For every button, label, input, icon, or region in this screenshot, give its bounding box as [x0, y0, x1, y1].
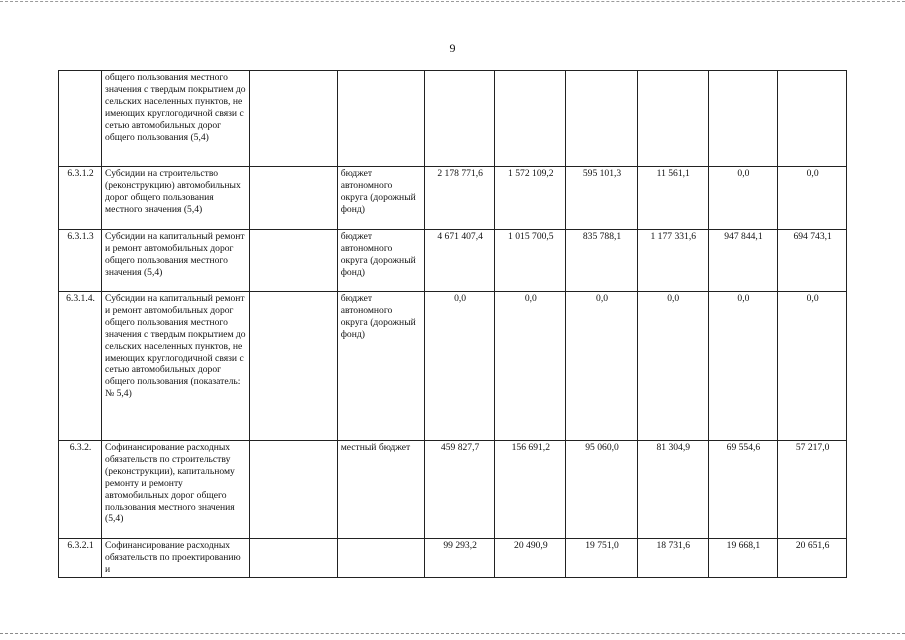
value-cell: 0,0 [708, 292, 778, 441]
value-cell: 57 217,0 [778, 441, 847, 539]
value-cell: 595 101,3 [566, 167, 638, 230]
table-row [59, 230, 847, 292]
empty-cell [249, 292, 337, 441]
empty-cell [249, 71, 337, 167]
row-code [59, 71, 102, 167]
value-cell: 69 554,6 [708, 441, 778, 539]
empty-cell [249, 441, 337, 539]
value-cell: 694 743,1 [778, 230, 847, 292]
row-code: 6.3.1.2 [59, 167, 102, 230]
empty-cell [249, 167, 337, 230]
row-source: бюджет автономного округа (дорожный фонд) [337, 167, 424, 230]
value-cell [778, 71, 847, 167]
row-source: бюджет автономного округа (дорожный фонд) [337, 230, 424, 292]
value-cell [495, 71, 566, 167]
value-cell: 835 788,1 [566, 230, 638, 292]
value-cell: 11 561,1 [637, 167, 708, 230]
value-cell [566, 71, 638, 167]
table-row [59, 167, 847, 230]
value-cell [424, 71, 495, 167]
row-name: общего пользования местного значения с твердым покрытием до сельских населенных пунктов, не имеющих круглогодичной связи с сетью автомобильных дорог общего пользования (5,4) [102, 71, 250, 167]
value-cell: 20 651,6 [778, 539, 847, 578]
row-code: 6.3.2. [59, 441, 102, 539]
table-row [59, 441, 847, 539]
row-name: Софинансирование расходных обязательств по проектированию и [102, 539, 250, 578]
empty-cell [249, 539, 337, 578]
value-cell [708, 71, 778, 167]
value-cell: 4 671 407,4 [424, 230, 495, 292]
value-cell: 0,0 [778, 167, 847, 230]
row-code: 6.3.1.3 [59, 230, 102, 292]
row-name: Софинансирование расходных обязательств по строительству (реконструкции), капитальному ремонту и ремонту автомобильных дорог общего пользования местного значения (5,4) [102, 441, 250, 539]
value-cell [637, 71, 708, 167]
row-code: 6.3.1.4. [59, 292, 102, 441]
value-cell: 0,0 [778, 292, 847, 441]
value-cell: 0,0 [637, 292, 708, 441]
value-cell: 459 827,7 [424, 441, 495, 539]
value-cell: 947 844,1 [708, 230, 778, 292]
value-cell: 1 177 331,6 [637, 230, 708, 292]
scan-edge-bottom [0, 633, 905, 634]
value-cell: 0,0 [566, 292, 638, 441]
row-code: 6.3.2.1 [59, 539, 102, 578]
value-cell: 99 293,2 [424, 539, 495, 578]
row-source [337, 71, 424, 167]
table-row [59, 539, 847, 578]
scan-edge-top [0, 1, 905, 2]
value-cell: 0,0 [708, 167, 778, 230]
value-cell: 1 015 700,5 [495, 230, 566, 292]
value-cell: 81 304,9 [637, 441, 708, 539]
value-cell: 19 668,1 [708, 539, 778, 578]
value-cell: 19 751,0 [566, 539, 638, 578]
value-cell: 156 691,2 [495, 441, 566, 539]
value-cell: 20 490,9 [495, 539, 566, 578]
value-cell: 95 060,0 [566, 441, 638, 539]
value-cell: 2 178 771,6 [424, 167, 495, 230]
row-name: Субсидии на капитальный ремонт и ремонт автомобильных дорог общего пользования местного значения (5,4) [102, 230, 250, 292]
table-row [59, 292, 847, 441]
row-source [337, 539, 424, 578]
value-cell: 0,0 [424, 292, 495, 441]
row-name: Субсидии на строительство (реконструкцию) автомобильных дорог общего пользования местного значения (5,4) [102, 167, 250, 230]
row-name: Субсидии на капитальный ремонт и ремонт автомобильных дорог общего пользования местного значения с твердым покрытием до сельских населенных пунктов, не имеющих круглогодичной связи с сетью автомобильных дорог общего пользования (показатель: № 5,4) [102, 292, 250, 441]
budget-table [58, 70, 847, 578]
table-row [59, 71, 847, 167]
row-source: местный бюджет [337, 441, 424, 539]
empty-cell [249, 230, 337, 292]
value-cell: 1 572 109,2 [495, 167, 566, 230]
row-source: бюджет автономного округа (дорожный фонд) [337, 292, 424, 441]
value-cell: 18 731,6 [637, 539, 708, 578]
page-number: 9 [449, 41, 456, 55]
value-cell: 0,0 [495, 292, 566, 441]
